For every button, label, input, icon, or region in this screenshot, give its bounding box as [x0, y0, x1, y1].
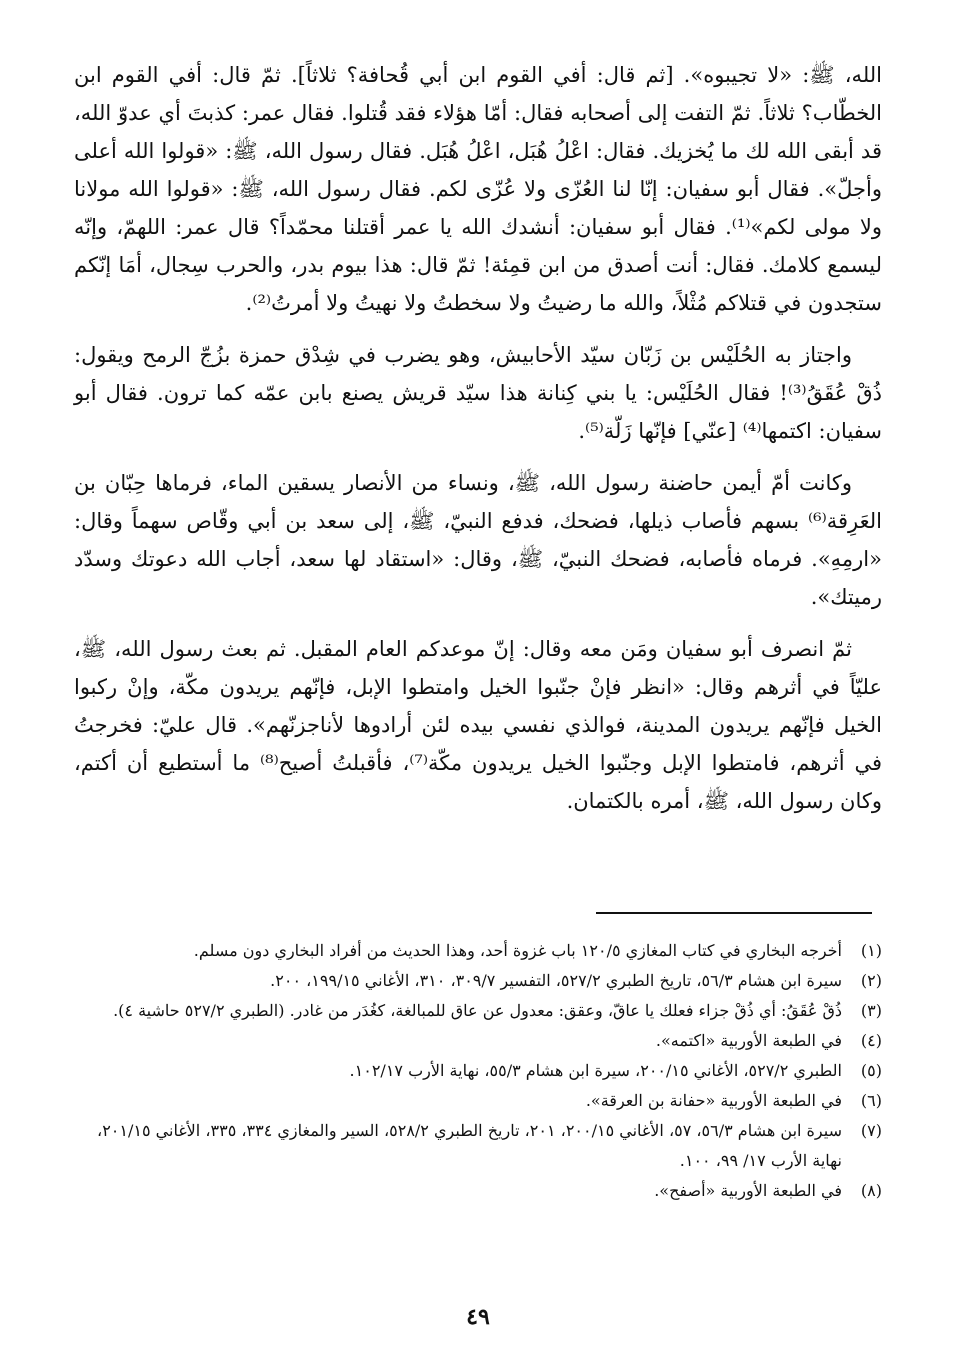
footnote-text: في الطبعة الأوربية «اكتمه». — [655, 1031, 842, 1050]
footnotes — [74, 936, 882, 1206]
footnote-2 — [74, 966, 882, 996]
footnote-number: (٥) — [860, 1061, 882, 1080]
main-text — [74, 56, 882, 820]
paragraph-3: وكانت أمّ أيمن حاضنة رسول الله، ﷺ، ونساء من الأنصار يسقين الماء، فرماها حِبّان بن العَرِقة⁽⁶⁾ بسهم فأصاب ذيلها، فضحك، فدفع النبيّ، ﷺ، إلى سعد بن أبي وقّاص سهماً وقال: «ارمِهِ». فرماه فأصابه، فضحك النبيّ، ﷺ، وقال: «استقاد لها سعد، أجاب الله دعوتك وسدّد رميتك». — [74, 471, 882, 609]
paragraph-4: ثمّ انصرف أبو سفيان ومَن معه وقال: إنّ موعدكم العام المقبل. ثم بعث رسول الله، ﷺ، عليّاً في أثرهم وقال: «انظر فإنْ جنّبوا الخيل وامتطوا الإبل، فإنّهم يريدون مكّة، وإنْ ركبوا الخيل فإنّهم يريدون المدينة، فوالذي نفسي بيده لئن أرادوها لأناجزنّهم». قال عليّ: فخرجتُ في أثرهم، فامتطوا الإبل وجنّبوا الخيل يريدون مكّة⁽⁷⁾، فأقبلتُ أصيح⁽⁸⁾ ما أستطيع أن أكتم، وكان رسول الله، ﷺ، أمره بالكتمان. — [74, 637, 882, 813]
footnote-8 — [74, 1176, 882, 1206]
footnote-number: (٤) — [860, 1031, 882, 1050]
footnote-7 — [74, 1116, 882, 1176]
footnote-number: (١) — [860, 941, 882, 960]
footnote-number: (٧) — [860, 1121, 882, 1140]
footnote-text: أخرجه البخاري في كتاب المغازي ١٢٠/٥ باب غزوة أحد، وهذا الحديث من أفراد البخاري دون مسلم. — [193, 941, 842, 960]
footnote-number: (٨) — [860, 1181, 882, 1200]
footnote-4 — [74, 1026, 882, 1056]
footnote-5 — [74, 1056, 882, 1086]
footnote-number: (٢) — [860, 971, 882, 990]
footnote-text: الطبري ٥٢٧/٢، الأغاني ٢٠٠/١٥، سيرة ابن هشام ٥٥/٣، نهاية الأرب ١٠٢/١٧. — [349, 1061, 842, 1080]
footnote-3 — [74, 996, 882, 1026]
footnote-text: سيرة ابن هشام ٥٦/٣، ٥٧، الأغاني ٢٠٠/١٥، ٢٠١، تاريخ الطبري ٥٢٨/٢، السير والمغازي ٣٣٤، ٣٣٥، الأغاني ٢٠١/١٥، نهاية الأرب ١٧/ ٩٩، ١٠٠. — [97, 1121, 842, 1170]
page-number: ٤٩ — [466, 1304, 490, 1330]
footnote-text: سيرة ابن هشام ٥٦/٣، تاريخ الطبري ٥٢٧/٢، التفسير ٣٠٩/٧، ٣١٠، الأغاني ١٩٩/١٥، ٢٠٠. — [270, 971, 842, 990]
footnote-number: (٣) — [860, 1001, 882, 1020]
paragraph-1: الله، ﷺ: «لا تجيبوه». [ثم قال: أفي القوم ابن أبي قُحافة؟ ثلاثاً]. ثمّ قال: أفي القوم ابن الخطّاب؟ ثلاثاً. ثمّ التفت إلى أصحابه فقال: أمّا هؤلاء فقد قُتلوا. فقال عمر: كذبتَ أي عدوّ الله، قد أبقى الله لك ما يُخزيك. فقال: اعْلُ هُبَل، اعْلُ هُبَل. فقال رسول الله، ﷺ: «قولوا الله أعلى وأجلّ». فقال أبو سفيان: إنّا لنا العُزّى ولا عُزّى لكم. فقال رسول الله، ﷺ: «قولوا الله مولانا ولا مولى لكم»⁽¹⁾. فقال أبو سفيان: أنشدك الله يا عمر أقتلنا محمّداً؟ قال عمر: اللهمّ، وإنّه ليسمع كلامك. فقال: أنت أصدق من ابن قمِئة! ثمّ قال: هذا بيوم بدر، والحرب سِجال، أمَا إنّكم ستجدون في قتلاكم مُثْلاً، والله ما رضيتُ ولا سخطتُ ولا نهيتُ ولا أمرتُ⁽²⁾. — [74, 63, 882, 315]
footnote-divider — [596, 912, 872, 914]
footnote-text: ذُقْ عُقَقُ: أي ذُقْ جزاء فعلك يا عاقّ، وعقق: معدول عن عاق للمبالغة، كغُدَر من غادر. (الطبري ٥٢٧/٢ حاشية ٤). — [113, 1001, 842, 1020]
footnote-1 — [74, 936, 882, 966]
footnote-text: في الطبعة الأوربية «أصفح». — [654, 1181, 842, 1200]
paragraph-2: واجتاز به الحُلَيْس بن زَبّان سيّد الأحابيش، وهو يضرب في شِدْق حمزة بزُجّ الرمح ويقول: ذُقْ عُقَقُ⁽³⁾! فقال الحُلَيْس: يا بني كِنانة هذا سيّد قريش يصنع بابن عمّه كما ترون. فقال أبو سفيان: اكتمها⁽⁴⁾ [عنّي] فإنّها زَلّة⁽⁵⁾. — [74, 343, 882, 443]
footnote-6 — [74, 1086, 882, 1116]
footnote-text: في الطبعة الأوربية «حفانة بن العرقة». — [585, 1091, 842, 1110]
footnote-number: (٦) — [860, 1091, 882, 1110]
